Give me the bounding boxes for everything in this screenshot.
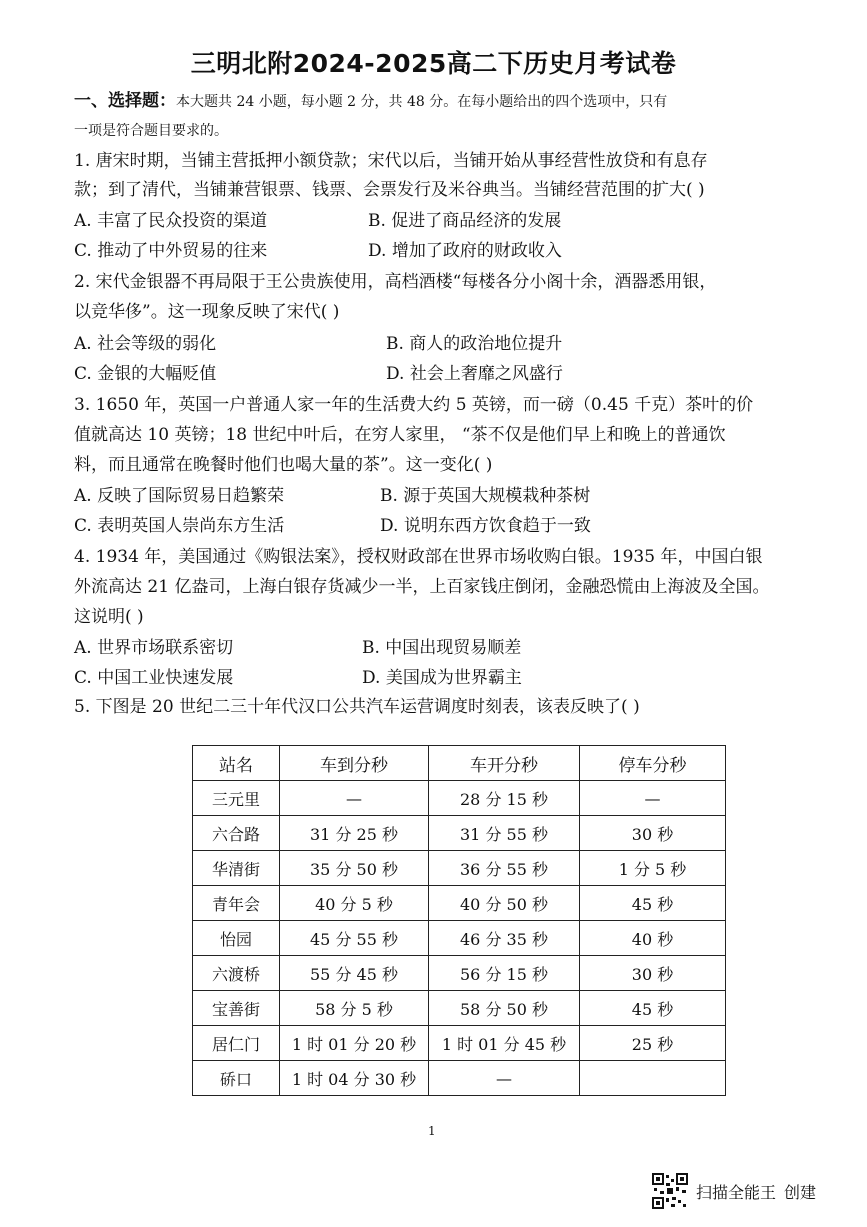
table-row <box>193 1026 726 1061</box>
table-cell: — <box>280 781 429 816</box>
question-line: 料，而且通常在晚餐时他们也喝大量的茶”。这一变化( ) <box>74 455 493 475</box>
table-row <box>193 781 726 816</box>
table-cell: 六合路 <box>193 816 280 851</box>
table-row <box>193 991 726 1026</box>
scanner-app-name: 扫描全能王 <box>696 1182 777 1202</box>
table-cell: 55 分 45 秒 <box>280 956 429 991</box>
table-cell: 56 分 15 秒 <box>429 956 580 991</box>
option-a: A. 社会等级的弱化 <box>74 334 217 354</box>
table-cell: 居仁门 <box>193 1026 280 1061</box>
option-d: D. 美国成为世界霸主 <box>362 668 522 688</box>
section-heading: 一、选择题： <box>74 91 176 111</box>
question-line: 2. 宋代金银器不再局限于王公贵族使用，高档酒楼“每楼各分小阁十余，酒器悉用银， <box>74 272 717 292</box>
option-a: A. 反映了国际贸易日趋繁荣 <box>74 486 285 506</box>
table-cell: 30 秒 <box>580 816 726 851</box>
table-cell: 36 分 55 秒 <box>429 851 580 886</box>
table-cell: 40 分 50 秒 <box>429 886 580 921</box>
question-line: 3. 1650 年，英国一户普通人家一年的生活费大约 5 英镑，而一磅（0.45 千克）茶叶的价 <box>74 395 754 415</box>
table-row <box>193 921 726 956</box>
section-instructions <box>74 90 814 113</box>
option-d: D. 说明东西方饮食趋于一致 <box>380 516 591 536</box>
table-cell: 45 秒 <box>580 886 726 921</box>
option-c: C. 中国工业快速发展 <box>74 668 234 688</box>
question-line: 4. 1934 年，美国通过《购银法案》，授权财政部在世界市场收购白银。1935 年，中国白银 <box>74 547 763 567</box>
table-cell: 45 秒 <box>580 991 726 1026</box>
option-c: C. 金银的大幅贬值 <box>74 364 217 384</box>
table-cell: 28 分 15 秒 <box>429 781 580 816</box>
table-row <box>193 851 726 886</box>
column-header: 停车分秒 <box>580 746 726 781</box>
table-cell: 硚口 <box>193 1061 280 1096</box>
section-instr-line1: 本大题共 24 小题，每小题 2 分，共 48 分。在每小题给出的四个选项中，只有 <box>176 94 668 110</box>
table-cell: 45 分 55 秒 <box>280 921 429 956</box>
option-b: B. 商人的政治地位提升 <box>386 334 563 354</box>
question-line: 款；到了清代，当铺兼营银票、钱票、会票发行及米谷典当。当铺经营范围的扩大( ) <box>74 180 705 200</box>
table-cell: 46 分 35 秒 <box>429 921 580 956</box>
table-cell: 1 时 04 分 30 秒 <box>280 1061 429 1096</box>
table-row <box>193 956 726 991</box>
question-line: 值就高达 10 英镑；18 世纪中叶后，在穷人家里， “茶不仅是他们早上和晚上的普通饮 <box>74 425 726 445</box>
table-cell: 华清街 <box>193 851 280 886</box>
question-line: 1. 唐宋时期，当铺主营抵押小额贷款；宋代以后，当铺开始从事经营性放贷和有息存 <box>74 151 708 171</box>
table-cell: 六渡桥 <box>193 956 280 991</box>
table-cell: 宝善街 <box>193 991 280 1026</box>
table-cell: 怡园 <box>193 921 280 956</box>
option-d: D. 社会上奢靡之风盛行 <box>386 364 563 384</box>
question-line: 5. 下图是 20 世纪二三十年代汉口公共汽车运营调度时刻表，该表反映了( ) <box>74 697 640 717</box>
question-line: 外流高达 21 亿盎司，上海白银存货减少一半，上百家钱庄倒闭，金融恐慌由上海波及全国。 <box>74 577 770 597</box>
option-b: B. 中国出现贸易顺差 <box>362 638 522 658</box>
table-cell: 31 分 25 秒 <box>280 816 429 851</box>
table-header-row <box>193 746 726 781</box>
table-cell: 25 秒 <box>580 1026 726 1061</box>
table-row <box>193 886 726 921</box>
table-cell: 31 分 55 秒 <box>429 816 580 851</box>
table-cell: 58 分 5 秒 <box>280 991 429 1026</box>
column-header: 车开分秒 <box>429 746 580 781</box>
table-cell: 1 分 5 秒 <box>580 851 726 886</box>
table-cell: 青年会 <box>193 886 280 921</box>
table-cell: 30 秒 <box>580 956 726 991</box>
option-c: C. 表明英国人崇尚东方生活 <box>74 516 285 536</box>
section-instr-line2: 一项是符合题目要求的。 <box>74 123 228 139</box>
table-cell: 40 秒 <box>580 921 726 956</box>
table-row <box>193 816 726 851</box>
table-cell <box>580 1061 726 1096</box>
table-cell: 1 时 01 分 20 秒 <box>280 1026 429 1061</box>
scanner-watermark <box>652 1172 816 1210</box>
option-c: C. 推动了中外贸易的往来 <box>74 241 268 261</box>
table-cell: 58 分 50 秒 <box>429 991 580 1026</box>
bus-schedule-table <box>192 745 726 1096</box>
option-a: A. 世界市场联系密切 <box>74 638 234 658</box>
question-line: 以竞华侈”。这一现象反映了宋代( ) <box>74 302 340 322</box>
table-cell: 40 分 5 秒 <box>280 886 429 921</box>
table-cell: — <box>580 781 726 816</box>
page-title: 三明北附2024-2025高二下历史月考试卷 <box>190 49 677 78</box>
qr-code-icon <box>652 1173 688 1209</box>
table-cell: 1 时 01 分 45 秒 <box>429 1026 580 1061</box>
option-b: B. 源于英国大规模栽种茶树 <box>380 486 591 506</box>
question-line: 这说明( ) <box>74 607 144 627</box>
table-cell: 三元里 <box>193 781 280 816</box>
column-header: 车到分秒 <box>280 746 429 781</box>
option-d: D. 增加了政府的财政收入 <box>368 241 562 261</box>
column-header: 站名 <box>193 746 280 781</box>
scanner-action: 创建 <box>784 1182 817 1202</box>
option-b: B. 促进了商品经济的发展 <box>368 211 562 231</box>
table-row <box>193 1061 726 1096</box>
table-cell: — <box>429 1061 580 1096</box>
option-a: A. 丰富了民众投资的渠道 <box>74 211 268 231</box>
table-cell: 35 分 50 秒 <box>280 851 429 886</box>
page-number: 1 <box>428 1124 436 1138</box>
